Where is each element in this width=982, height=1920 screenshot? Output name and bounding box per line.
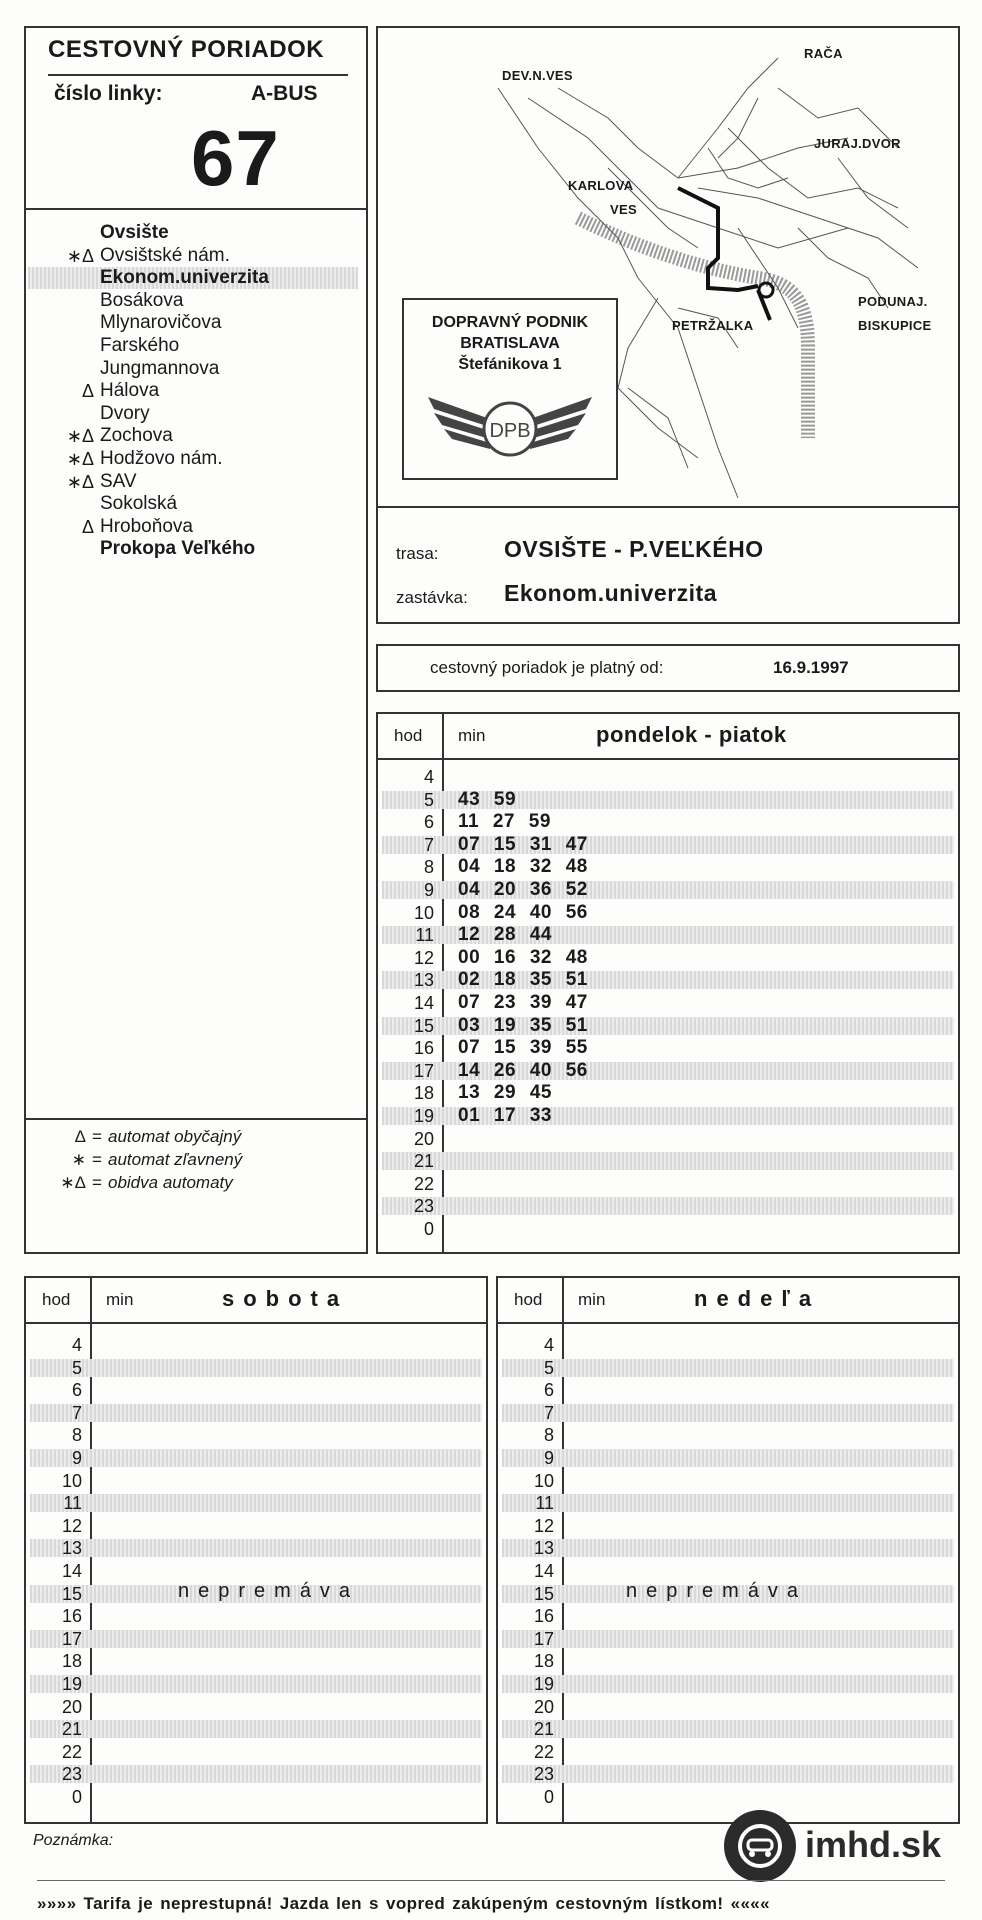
company-city: BRATISLAVA <box>460 335 560 352</box>
row-shading <box>502 1675 954 1693</box>
hour-cell: 4 <box>423 767 434 787</box>
row-shading <box>30 1449 482 1467</box>
dpb-logo <box>420 379 600 469</box>
legend-item <box>36 1126 241 1148</box>
stop-name: Zochova <box>100 425 173 447</box>
stop-name: Prokopa Veľkého <box>100 538 256 560</box>
stop-item <box>28 245 358 267</box>
minutes-cell: 13 29 45 <box>458 1082 552 1104</box>
stop-item <box>28 380 358 402</box>
minutes-cell: 02 18 35 51 <box>458 969 588 991</box>
hour-cell: 6 <box>423 812 434 833</box>
hour-cell: 16 <box>413 1038 434 1059</box>
hour-cell: 21 <box>533 1719 554 1740</box>
stop-item <box>28 358 358 380</box>
bus-icon <box>724 1810 796 1882</box>
minutes-cell: 00 16 32 48 <box>458 946 588 968</box>
validity-box <box>376 644 960 692</box>
hour-cell: 23 <box>413 1196 434 1217</box>
hour-cell: 7 <box>71 1402 82 1423</box>
header-box <box>24 26 368 211</box>
row-shading <box>502 1494 954 1512</box>
hour-cell: 9 <box>543 1448 554 1468</box>
hour-cell: 5 <box>543 1357 554 1378</box>
stop-name: Ovsište <box>100 222 169 243</box>
row-shading <box>502 1404 954 1422</box>
stop-item <box>28 335 358 357</box>
hour-cell: 16 <box>61 1606 82 1627</box>
hour-cell: 13 <box>61 1538 82 1559</box>
map-district-label: PODUNAJ. <box>858 294 928 309</box>
row-shading <box>30 1539 482 1557</box>
stop-item <box>28 448 358 470</box>
legend-item <box>36 1149 242 1171</box>
stop-value: Ekonom.univerzita <box>504 580 717 606</box>
hour-cell: 13 <box>413 970 434 991</box>
hour-cell: 15 <box>61 1583 82 1604</box>
hour-cell: 7 <box>423 834 434 855</box>
stop-name: Jungmannova <box>100 357 220 379</box>
route-value: OVSIŠTE - P.VEĽKÉHO <box>504 536 764 562</box>
title-divider <box>48 74 348 76</box>
legend-item <box>36 1172 233 1194</box>
imhd-brand-link[interactable]: imhd.sk <box>805 1824 942 1865</box>
minutes-cell: 08 24 40 56 <box>458 901 588 923</box>
hour-cell: 18 <box>61 1651 82 1672</box>
minutes-cell: 03 19 35 51 <box>458 1014 588 1036</box>
minutes-cell: 12 28 44 <box>458 924 552 946</box>
legend-equals: = <box>92 1173 102 1192</box>
stop-name: Dvory <box>100 402 150 424</box>
line-number-label: číslo linky: <box>54 82 163 105</box>
map-district-label: RAČA <box>804 46 843 61</box>
row-shading <box>30 1675 482 1693</box>
hour-cell: 23 <box>533 1764 554 1785</box>
row-shading <box>502 1539 954 1557</box>
hour-cell: 0 <box>71 1787 82 1807</box>
hour-cell: 9 <box>423 880 434 900</box>
svg-text:DPB: DPB <box>489 420 531 442</box>
map-box <box>376 26 960 508</box>
tariff-notice: »»»» Tarifa je neprestupná! Jazda len s vopred zakúpeným cestovným lístkom! «««« <box>37 1894 771 1913</box>
header-divider <box>26 1322 486 1324</box>
stop-item <box>28 267 358 289</box>
hour-cell: 21 <box>413 1151 434 1172</box>
map-district-label: JURAJ.DVOR <box>814 136 901 151</box>
timetable-title: CESTOVNÝ PORIADOK <box>48 36 325 63</box>
note-label: Poznámka: <box>33 1832 114 1849</box>
stop-name: Mlynarovičova <box>100 312 222 334</box>
minute-header: min <box>578 1290 606 1309</box>
stop-name: SAV <box>100 470 137 492</box>
stop-name: Ovsištské nám. <box>100 244 230 266</box>
hour-header: hod <box>514 1290 543 1309</box>
hour-cell: 14 <box>533 1561 554 1581</box>
hour-cell: 11 <box>415 925 434 946</box>
imhd-logo-icon[interactable] <box>724 1810 796 1882</box>
hour-cell: 20 <box>61 1696 82 1717</box>
minutes-cell: 01 17 33 <box>458 1105 552 1126</box>
stop-name: Hodžovo nám. <box>100 448 223 469</box>
sunday-timetable <box>496 1276 960 1824</box>
row-shading <box>502 1630 954 1648</box>
minutes-cell: 11 27 59 <box>458 811 551 833</box>
stop-item <box>28 493 358 515</box>
hour-cell: 12 <box>533 1515 554 1536</box>
row-shading <box>382 1197 954 1215</box>
row-shading <box>382 1152 954 1170</box>
hour-cell: 21 <box>61 1719 82 1740</box>
minutes-cell: 04 20 36 52 <box>458 879 588 900</box>
map-district-label: BISKUPICE <box>858 318 932 333</box>
legend-equals: = <box>92 1150 102 1169</box>
stop-item <box>28 471 358 493</box>
hour-cell: 10 <box>61 1470 82 1491</box>
stop-item <box>28 425 358 447</box>
stop-item <box>28 516 358 538</box>
weekday-timetable <box>376 712 960 1254</box>
sunday-title: nedeľa <box>694 1286 821 1311</box>
legend-equals: = <box>92 1127 102 1146</box>
validity-label: cestovný poriadok je platný od: <box>430 658 664 677</box>
minutes-cell: 07 15 31 47 <box>458 833 588 855</box>
hour-cell: 17 <box>533 1628 554 1649</box>
route-box <box>376 506 960 624</box>
legend-symbol: ∗Δ <box>60 1173 86 1192</box>
hour-cell: 19 <box>413 1106 434 1126</box>
legend-symbol: Δ <box>74 1127 86 1146</box>
hour-cell: 5 <box>423 789 434 810</box>
stops-box <box>24 208 368 1254</box>
hour-cell: 19 <box>533 1674 554 1694</box>
map-district-label: VES <box>610 202 637 217</box>
hour-cell: 22 <box>533 1741 554 1762</box>
hour-cell: 18 <box>533 1651 554 1672</box>
row-shading <box>30 1494 482 1512</box>
hour-cell: 15 <box>413 1015 434 1036</box>
hour-cell: 10 <box>413 902 434 923</box>
stop-item <box>28 222 358 244</box>
hour-cell: 5 <box>71 1357 82 1378</box>
saturday-title: sobota <box>222 1286 349 1311</box>
row-shading <box>502 1720 954 1738</box>
hour-header: hod <box>42 1290 71 1309</box>
row-shading <box>30 1720 482 1738</box>
minute-header: min <box>458 726 486 745</box>
hour-cell: 11 <box>535 1493 554 1514</box>
ticket-machine-mark: Δ <box>81 516 94 537</box>
row-shading <box>30 1404 482 1422</box>
hour-cell: 23 <box>61 1764 82 1785</box>
ticket-machine-mark: ∗Δ <box>66 245 94 266</box>
stop-name: Bosákova <box>100 289 184 311</box>
hour-cell: 0 <box>543 1787 554 1807</box>
hour-cell: 16 <box>533 1606 554 1627</box>
hour-cell: 20 <box>533 1696 554 1717</box>
footer-rule <box>37 1880 945 1881</box>
stop-name: Farského <box>100 335 180 356</box>
stop-name: Ekonom.univerzita <box>100 267 269 289</box>
stop-name: Hálova <box>100 380 160 402</box>
legend-text: automat zľavnený <box>108 1150 243 1169</box>
row-shading <box>502 1359 954 1377</box>
minutes-cell: 04 18 32 48 <box>458 856 588 878</box>
stop-label: zastávka: <box>396 588 468 607</box>
company-address: Štefánikova 1 <box>458 356 562 373</box>
legend-divider <box>26 1118 366 1120</box>
stop-item <box>28 403 358 425</box>
saturday-not-operating: nepremáva <box>178 1580 360 1602</box>
legend-text: automat obyčajný <box>108 1127 242 1146</box>
hour-cell: 22 <box>413 1173 434 1194</box>
hour-cell: 17 <box>61 1628 82 1649</box>
row-shading <box>502 1765 954 1783</box>
map-district-label: PETRŽALKA <box>672 318 754 333</box>
header-divider <box>498 1322 958 1324</box>
hour-cell: 19 <box>61 1674 82 1694</box>
route-label: trasa: <box>396 544 439 563</box>
stop-item <box>28 538 358 560</box>
hour-cell: 6 <box>543 1380 554 1401</box>
hour-cell: 6 <box>71 1380 82 1401</box>
hour-cell: 22 <box>61 1741 82 1762</box>
sunday-not-operating: nepremáva <box>626 1580 808 1602</box>
hour-cell: 8 <box>543 1425 554 1446</box>
hour-header: hod <box>394 726 423 745</box>
hour-cell: 12 <box>413 947 434 968</box>
ticket-machine-mark: ∗Δ <box>66 449 94 469</box>
hour-cell: 12 <box>61 1515 82 1536</box>
minutes-cell: 07 15 39 55 <box>458 1037 588 1059</box>
company-name: DOPRAVNÝ PODNIK <box>431 314 589 331</box>
weekday-title: pondelok - piatok <box>596 722 787 747</box>
stop-item <box>28 312 358 334</box>
stop-item <box>28 290 358 312</box>
row-shading <box>30 1359 482 1377</box>
ticket-machine-mark: Δ <box>81 381 94 402</box>
hour-cell: 13 <box>533 1538 554 1559</box>
map-district-label: KARLOVA <box>568 178 634 193</box>
hour-cell: 15 <box>533 1583 554 1604</box>
minutes-cell: 07 23 39 47 <box>458 992 588 1013</box>
row-shading <box>30 1765 482 1783</box>
map-district-label: DEV.N.VES <box>502 68 573 83</box>
hour-cell: 10 <box>533 1470 554 1491</box>
hour-cell: 4 <box>543 1335 554 1355</box>
company-box <box>402 298 618 480</box>
legend-symbol: ∗ <box>71 1150 86 1169</box>
hour-cell: 8 <box>423 857 434 878</box>
legend-text: obidva automaty <box>108 1173 233 1192</box>
ticket-machine-mark: ∗Δ <box>66 471 94 492</box>
header-divider <box>378 758 958 760</box>
minute-header: min <box>106 1290 134 1309</box>
hour-cell: 7 <box>543 1402 554 1423</box>
row-shading <box>30 1630 482 1648</box>
hour-cell: 9 <box>71 1448 82 1468</box>
stop-name: Hroboňova <box>100 515 193 537</box>
stop-name: Sokolská <box>100 493 178 515</box>
hour-cell: 17 <box>413 1060 434 1081</box>
validity-date: 16.9.1997 <box>773 658 849 677</box>
hour-cell: 8 <box>71 1425 82 1446</box>
hour-cell: 14 <box>61 1561 82 1581</box>
hour-cell: 18 <box>413 1083 434 1104</box>
ticket-machine-mark: ∗Δ <box>66 426 94 447</box>
minutes-cell: 14 26 40 56 <box>458 1059 588 1081</box>
hour-cell: 20 <box>413 1128 434 1149</box>
hour-cell: 0 <box>423 1219 434 1239</box>
minutes-cell: 43 59 <box>458 788 517 810</box>
saturday-timetable <box>24 1276 488 1824</box>
row-shading <box>502 1449 954 1467</box>
hour-cell: 14 <box>413 993 434 1013</box>
line-type: A-BUS <box>251 82 318 105</box>
hour-cell: 11 <box>63 1493 82 1514</box>
line-number: 67 <box>191 114 280 202</box>
hour-cell: 4 <box>71 1335 82 1355</box>
